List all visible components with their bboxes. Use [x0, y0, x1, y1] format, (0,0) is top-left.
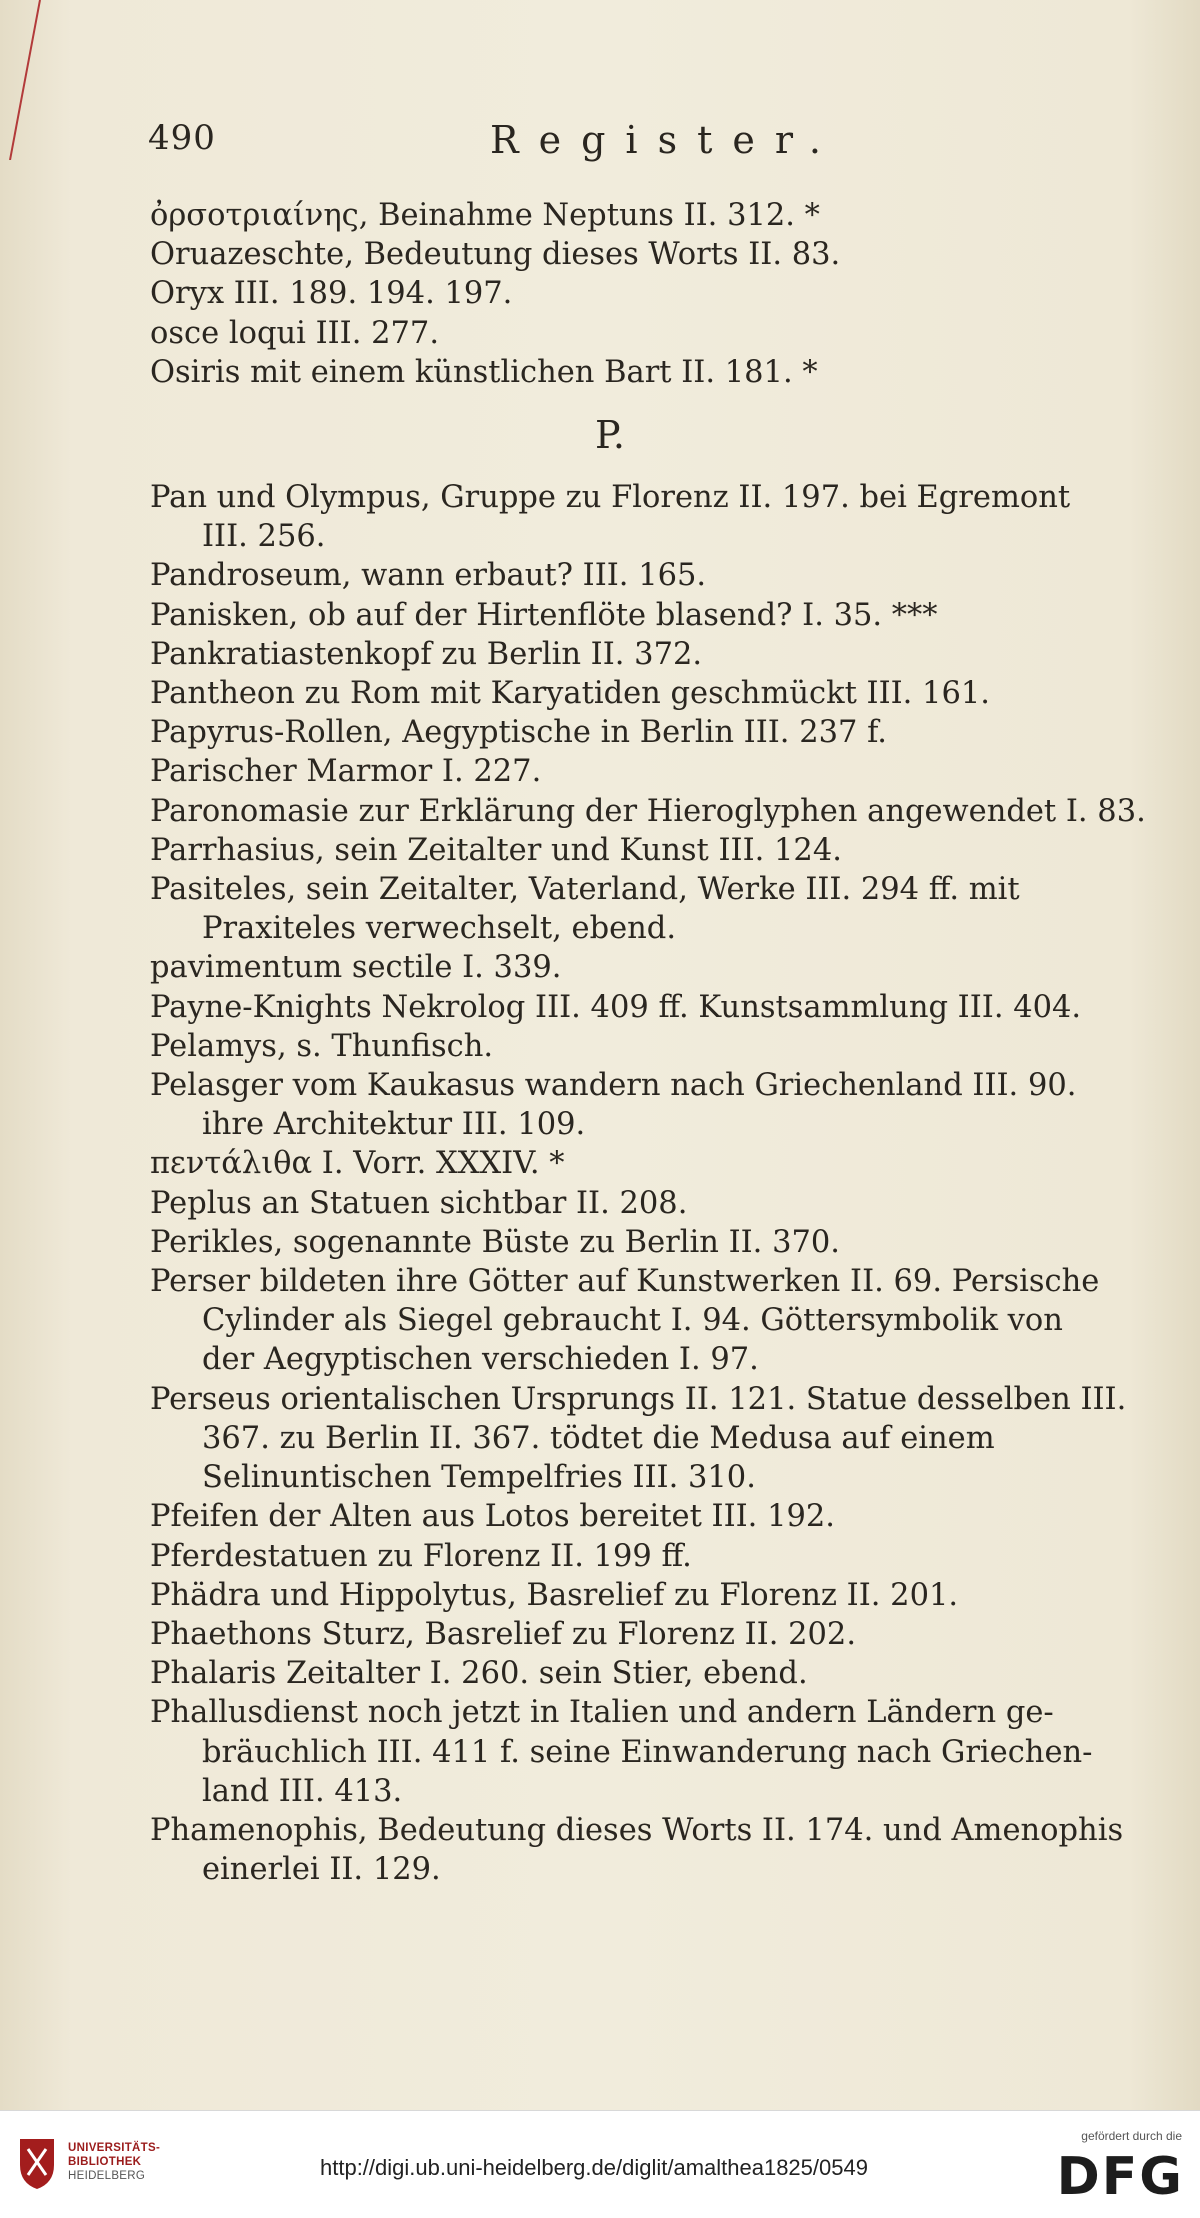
entry-line: Pelamys, s. Thunfisch. [150, 1028, 494, 1064]
register-entry [150, 353, 1150, 392]
section-letter: P. [595, 413, 625, 458]
register-entry [150, 1497, 1150, 1536]
register-entry [150, 1223, 1150, 1262]
institution-line-2: BIBLIOTHEK [68, 2156, 142, 2168]
entry-continuation-line: Cylinder als Siegel gebraucht I. 94. Göttersymbolik von [202, 1303, 1063, 1339]
institution-name [68, 2141, 160, 2183]
entries-section-p [150, 478, 1150, 1889]
entry-line: Pan und Olympus, Gruppe zu Florenz II. 197. bei Egremont [150, 480, 1071, 516]
entry-line: pavimentum sectile I. 339. [150, 950, 562, 986]
entry-line: Pferdestatuen zu Florenz II. 199 ff. [150, 1538, 692, 1574]
register-entry [150, 948, 1150, 987]
entry-line: πεντάλιθα I. Vorr. XXXIV. * [150, 1146, 565, 1182]
entry-continuation-line: einerlei II. 129. [202, 1852, 441, 1888]
entry-line: Pasiteles, sein Zeitalter, Vaterland, Werke III. 294 ff. mit [150, 872, 1020, 908]
entry-continuation-line: III. 256. [202, 519, 326, 555]
entry-line: Paronomasie zur Erklärung der Hieroglyphen angewendet I. 83. [150, 793, 1146, 829]
register-entry [150, 1615, 1150, 1654]
register-entry [150, 1144, 1150, 1183]
register-entry [150, 1066, 1150, 1144]
running-head: Register. [490, 118, 841, 162]
entry-line: Payne-Knights Nekrolog III. 409 ff. Kunstsammlung III. 404. [150, 989, 1082, 1025]
entry-line: Phalaris Zeitalter I. 260. sein Stier, ebend. [150, 1656, 808, 1692]
register-entry [150, 235, 1150, 274]
register-entry [150, 1537, 1150, 1576]
register-entry [150, 596, 1150, 635]
entry-line: Perikles, sogenannte Büste zu Berlin II. 370. [150, 1224, 840, 1260]
page-number: 490 [148, 118, 216, 158]
entry-line: Phamenophis, Bedeutung dieses Worts II. 174. und Amenophis [150, 1812, 1124, 1848]
register-entry [150, 792, 1150, 831]
register-entry [150, 1184, 1150, 1223]
entry-continuation-line: land III. 413. [202, 1773, 403, 1809]
entry-line: ὀρσοτριαίνης, Beinahme Neptuns II. 312. * [150, 198, 820, 233]
register-entry [150, 635, 1150, 674]
entry-line: Pankratiastenkopf zu Berlin II. 372. [150, 636, 703, 672]
register-entry [150, 1380, 1150, 1498]
entry-line: Pelasger vom Kaukasus wandern nach Griechenland III. 90. [150, 1068, 1077, 1104]
register-entry [150, 713, 1150, 752]
entry-line: Phädra und Hippolytus, Basrelief zu Florenz II. 201. [150, 1577, 959, 1613]
register-entry [150, 752, 1150, 791]
register-entry [150, 274, 1150, 313]
digitization-footer [0, 2110, 1200, 2218]
sponsor-note: gefördert durch die [1081, 2129, 1182, 2143]
institution-line-1: UNIVERSITÄTS- [68, 2142, 161, 2154]
entry-line: Phaethons Sturz, Basrelief zu Florenz II. 202. [150, 1616, 857, 1652]
register-entry [150, 1576, 1150, 1615]
register-entry [150, 870, 1150, 948]
entry-line: Pantheon zu Rom mit Karyatiden geschmückt III. 161. [150, 676, 990, 712]
register-entry [150, 314, 1150, 353]
dfg-logo: DFG [1056, 2147, 1184, 2207]
entry-line: Panisken, ob auf der Hirtenflöte blasend? I. 35. *** [150, 597, 938, 633]
register-entry [150, 1654, 1150, 1693]
entry-continuation-line: 367. zu Berlin II. 367. tödtet die Medusa auf einem [202, 1420, 995, 1456]
entry-line: osce loqui III. 277. [150, 315, 440, 351]
university-seal-icon [14, 2135, 60, 2193]
register-entry [150, 556, 1150, 595]
entry-line: Pandroseum, wann erbaut? III. 165. [150, 558, 707, 594]
entry-line: Parischer Marmor I. 227. [150, 754, 542, 790]
register-entry [150, 478, 1150, 556]
institution-line-3: HEIDELBERG [68, 2170, 146, 2182]
entry-continuation-line: Praxiteles verwechselt, ebend. [202, 911, 677, 947]
register-entry [150, 196, 1150, 235]
entry-line: Perseus orientalischen Ursprungs II. 121. Statue desselben III. [150, 1381, 1127, 1417]
entry-line: Osiris mit einem künstlichen Bart II. 181. * [150, 354, 818, 390]
register-entry [150, 674, 1150, 713]
entries-section-o [150, 196, 1150, 392]
entry-line: Phallusdienst noch jetzt in Italien und andern Ländern ge- [150, 1695, 1054, 1731]
register-entry [150, 1811, 1150, 1889]
entry-line: Papyrus-Rollen, Aegyptische in Berlin III. 237 f. [150, 715, 888, 751]
entry-continuation-line: Selinuntischen Tempelfries III. 310. [202, 1460, 756, 1496]
entry-line: Parrhasius, sein Zeitalter und Kunst III. 124. [150, 832, 842, 868]
register-entry [150, 831, 1150, 870]
entry-line: Peplus an Statuen sichtbar II. 208. [150, 1185, 688, 1221]
entry-line: Oryx III. 189. 194. 197. [150, 276, 513, 312]
register-entry [150, 1027, 1150, 1066]
page-header [140, 118, 1110, 168]
entry-continuation-line: ihre Architektur III. 109. [202, 1107, 586, 1143]
entry-continuation-line: der Aegyptischen verschieden I. 97. [202, 1342, 759, 1378]
entry-line: Perser bildeten ihre Götter auf Kunstwerken II. 69. Persische [150, 1264, 1100, 1300]
register-entries [150, 196, 1150, 1889]
entry-continuation-line: bräuchlich III. 411 f. seine Einwanderung nach Griechen- [202, 1734, 1093, 1770]
page-edge-mark [0, 0, 60, 160]
register-entry [150, 988, 1150, 1027]
permalink-url[interactable]: http://digi.ub.uni-heidelberg.de/diglit/amalthea1825/0549 [320, 2155, 868, 2180]
register-entry [150, 1693, 1150, 1811]
entry-line: Pfeifen der Alten aus Lotos bereitet III. 192. [150, 1499, 835, 1535]
entry-line: Oruazeschte, Bedeutung dieses Worts II. 83. [150, 237, 841, 273]
register-entry [150, 1262, 1150, 1380]
